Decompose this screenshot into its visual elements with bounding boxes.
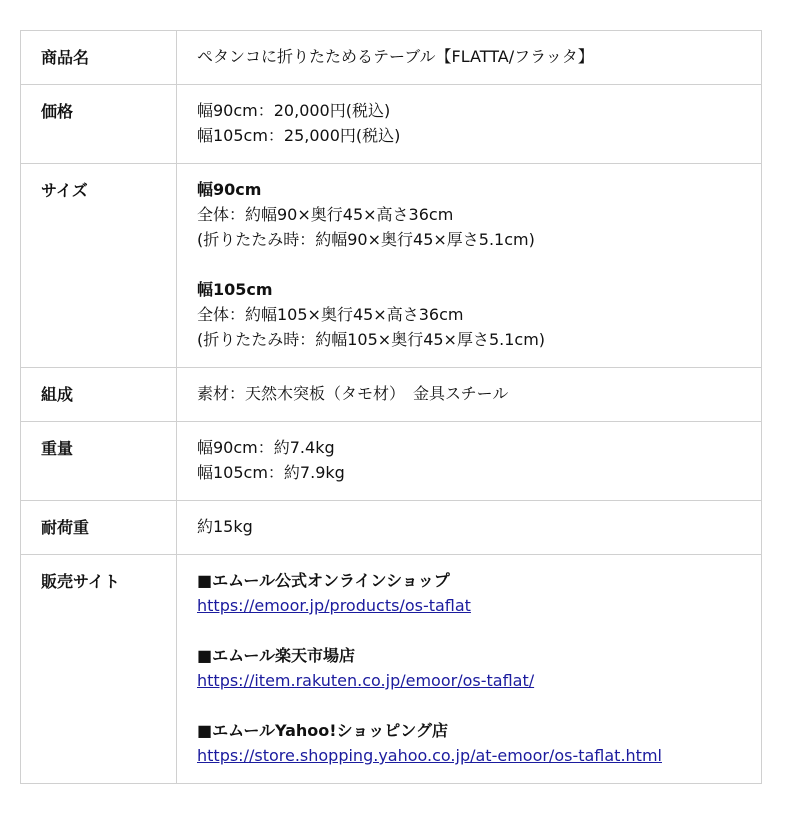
price-line: 幅105cm：25,000円(税込) bbox=[197, 126, 401, 145]
load-text: 約15kg bbox=[197, 517, 253, 536]
shop-link-rakuten[interactable]: https://item.rakuten.co.jp/emoor/os-taflat/ bbox=[197, 671, 535, 690]
shop-name: ■エムール公式オンラインショップ bbox=[197, 571, 450, 590]
table-row-composition bbox=[21, 368, 762, 422]
row-value bbox=[177, 31, 762, 85]
size-line: 全体：約幅105×奥行45×高さ36cm bbox=[197, 305, 464, 324]
shop-name: ■エムールYahoo!ショッピング店 bbox=[197, 721, 448, 740]
size-line: (折りたたみ時：約幅90×奥行45×厚さ5.1cm) bbox=[197, 230, 535, 249]
weight-line: 幅105cm：約7.9kg bbox=[197, 463, 345, 482]
table-row-price bbox=[21, 85, 762, 164]
table-row-size bbox=[21, 164, 762, 368]
product-spec-table bbox=[20, 30, 762, 784]
row-label: 組成 bbox=[21, 368, 177, 422]
row-value bbox=[177, 368, 762, 422]
row-value bbox=[177, 85, 762, 164]
table-row-load bbox=[21, 501, 762, 555]
weight-line: 幅90cm：約7.4kg bbox=[197, 438, 335, 457]
composition-text: 素材：天然木突板（タモ材） 金具スチール bbox=[197, 384, 509, 403]
size-heading-105: 幅105cm bbox=[197, 280, 273, 299]
size-heading-90: 幅90cm bbox=[197, 180, 262, 199]
row-label: 耐荷重 bbox=[21, 501, 177, 555]
shop-link-official[interactable]: https://emoor.jp/products/os-taflat bbox=[197, 596, 471, 615]
table-row-shops bbox=[21, 555, 762, 784]
row-value bbox=[177, 422, 762, 501]
table-row-product-name bbox=[21, 31, 762, 85]
size-line: 全体：約幅90×奥行45×高さ36cm bbox=[197, 205, 454, 224]
shop-link-yahoo[interactable]: https://store.shopping.yahoo.co.jp/at-emoor/os-taflat.html bbox=[197, 746, 662, 765]
row-label: 商品名 bbox=[21, 31, 177, 85]
row-label: 販売サイト bbox=[21, 555, 177, 784]
row-value bbox=[177, 501, 762, 555]
size-line: (折りたたみ時：約幅105×奥行45×厚さ5.1cm) bbox=[197, 330, 546, 349]
shop-name: ■エムール楽天市場店 bbox=[197, 646, 355, 665]
product-name-text: ペタンコに折りたためるテーブル【FLATTA/フラッタ】 bbox=[197, 47, 594, 66]
row-value bbox=[177, 555, 762, 784]
row-label: 価格 bbox=[21, 85, 177, 164]
row-label: サイズ bbox=[21, 164, 177, 368]
table-row-weight bbox=[21, 422, 762, 501]
price-line: 幅90cm：20,000円(税込) bbox=[197, 101, 391, 120]
row-value bbox=[177, 164, 762, 368]
row-label: 重量 bbox=[21, 422, 177, 501]
